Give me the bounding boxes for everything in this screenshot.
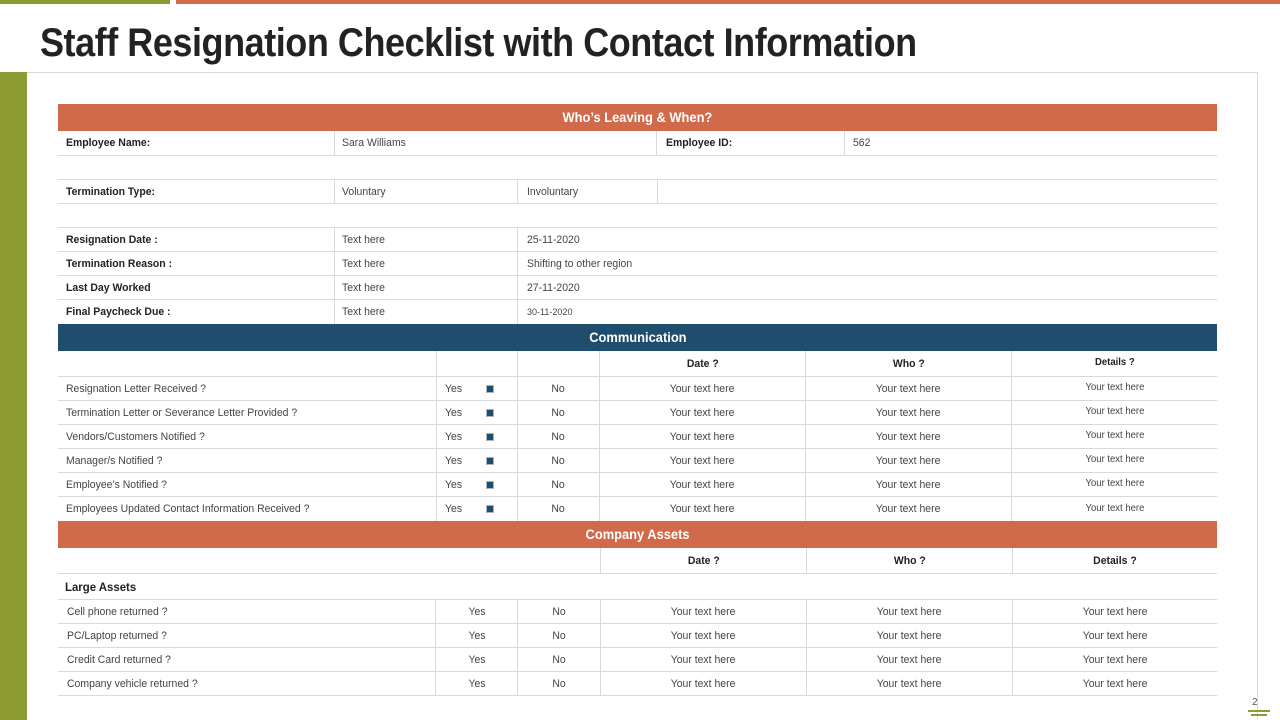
details-cell[interactable]: Your text here [1011, 473, 1217, 496]
details-cell[interactable]: Your text here [1012, 624, 1217, 647]
who-cell[interactable]: Your text here [806, 672, 1012, 695]
date-column-header: Date ? [600, 548, 806, 573]
row-label: Termination Reason : [66, 257, 173, 270]
termination-type-row [58, 180, 1217, 204]
row-value[interactable]: 25-11-2020 [517, 228, 1217, 251]
asset-row [58, 600, 1217, 624]
checklist-item-label: Employee’s Notified ? [66, 478, 167, 491]
termination-type-label: Termination Type: [66, 185, 156, 198]
page-number: 2 [1252, 697, 1258, 708]
no-option[interactable]: No [517, 377, 599, 400]
checkbox-checked-icon[interactable] [486, 409, 494, 417]
asset-row [58, 624, 1217, 648]
termination-type-involuntary[interactable]: Involuntary [517, 180, 657, 203]
checkbox-checked-icon[interactable] [486, 457, 494, 465]
asset-item-label: Cell phone returned ? [67, 605, 168, 618]
yes-option[interactable]: Yes [436, 401, 517, 424]
who-cell[interactable]: Your text here [806, 648, 1012, 671]
details-cell[interactable]: Your text here [1011, 401, 1217, 424]
date-column-header: Date ? [599, 351, 805, 376]
yes-column-header [436, 351, 517, 376]
asset-row [58, 648, 1217, 672]
termination-type-empty [657, 180, 1217, 203]
checklist-item-label: Manager/s Notified ? [66, 454, 163, 467]
leaving-header: Who’s Leaving & When? [58, 104, 1217, 131]
yes-option[interactable]: Yes [435, 648, 517, 671]
date-cell[interactable]: Your text here [600, 648, 806, 671]
date-cell[interactable]: Your text here [600, 600, 806, 623]
row-value[interactable]: Shifting to other region [517, 252, 1217, 275]
who-cell[interactable]: Your text here [805, 497, 1011, 521]
checkbox-checked-icon[interactable] [486, 481, 494, 489]
asset-item-label: PC/Laptop returned ? [67, 629, 167, 642]
assets-column-header [58, 548, 1217, 574]
page-number-underline [1251, 714, 1267, 716]
who-cell[interactable]: Your text here [805, 425, 1011, 448]
asset-item-label: Company vehicle returned ? [67, 677, 198, 690]
details-cell[interactable]: Your text here [1012, 672, 1217, 695]
row-placeholder[interactable]: Text here [334, 252, 517, 275]
no-option[interactable]: No [517, 648, 600, 671]
employee-row [58, 131, 1217, 156]
yes-option[interactable]: Yes [436, 377, 517, 400]
asset-item-label: Credit Card returned ? [67, 653, 171, 666]
no-option[interactable]: No [517, 425, 599, 448]
page-title: Staff Resignation Checklist with Contact Information [40, 21, 917, 65]
resignation-date-row [58, 228, 1217, 252]
row-placeholder[interactable]: Text here [334, 276, 517, 299]
no-column-header [517, 351, 599, 376]
page-number-underline [1248, 710, 1270, 712]
communication-row [58, 425, 1217, 449]
no-option[interactable]: No [517, 473, 599, 496]
yes-option[interactable]: Yes [436, 497, 517, 521]
large-assets-subheader-row [58, 574, 1217, 600]
row-value[interactable]: 30-11-2020 [517, 300, 1217, 324]
no-option[interactable]: No [517, 672, 600, 695]
date-cell[interactable]: Your text here [599, 425, 805, 448]
who-cell[interactable]: Your text here [806, 600, 1012, 623]
details-cell[interactable]: Your text here [1011, 425, 1217, 448]
details-cell[interactable]: Your text here [1011, 497, 1217, 521]
details-cell[interactable]: Your text here [1012, 600, 1217, 623]
large-assets-subheader: Large Assets [65, 579, 137, 594]
termination-reason-row [58, 252, 1217, 276]
communication-header: Communication [58, 324, 1217, 351]
termination-type-voluntary[interactable]: Voluntary [334, 180, 517, 203]
left-accent-bar [0, 72, 27, 720]
yes-option[interactable]: Yes [436, 425, 517, 448]
checkbox-checked-icon[interactable] [486, 385, 494, 393]
asset-row [58, 672, 1217, 696]
no-option[interactable]: No [517, 600, 600, 623]
date-cell[interactable]: Your text here [600, 624, 806, 647]
date-cell[interactable]: Your text here [599, 449, 805, 472]
no-option[interactable]: No [517, 497, 599, 521]
communication-row [58, 473, 1217, 497]
who-column-header: Who ? [805, 351, 1011, 376]
yes-option[interactable]: Yes [436, 449, 517, 472]
details-cell[interactable]: Your text here [1011, 377, 1217, 400]
yes-option[interactable]: Yes [435, 600, 517, 623]
yes-option[interactable]: Yes [435, 624, 517, 647]
details-cell[interactable]: Your text here [1012, 648, 1217, 671]
no-option[interactable]: No [517, 449, 599, 472]
row-label: Resignation Date : [66, 233, 158, 246]
date-cell[interactable]: Your text here [600, 672, 806, 695]
details-column-header: Details ? [1011, 351, 1217, 376]
employee-id-label: Employee ID: [656, 131, 844, 155]
checklist-item-label: Termination Letter or Severance Letter Provided ? [66, 406, 298, 419]
who-cell[interactable]: Your text here [805, 449, 1011, 472]
yes-option[interactable]: Yes [436, 473, 517, 496]
row-value[interactable]: 27-11-2020 [517, 276, 1217, 299]
top-accent-green [0, 0, 170, 4]
communication-row [58, 497, 1217, 521]
checklist-item-label: Vendors/Customers Notified ? [66, 430, 205, 443]
last-day-worked-row [58, 276, 1217, 300]
no-option[interactable]: No [517, 401, 599, 424]
checklist-item-label: Employees Updated Contact Information Received ? [66, 503, 310, 515]
communication-row [58, 449, 1217, 473]
details-column-header: Details ? [1012, 548, 1217, 573]
date-cell[interactable]: Your text here [599, 473, 805, 496]
communication-row [58, 401, 1217, 425]
checklist-item-label: Resignation Letter Received ? [66, 382, 207, 395]
date-cell[interactable]: Your text here [599, 497, 805, 521]
no-option[interactable]: No [517, 624, 600, 647]
who-column-header: Who ? [806, 548, 1012, 573]
who-cell[interactable]: Your text here [805, 401, 1011, 424]
row-label: Final Paycheck Due : [66, 306, 171, 318]
communication-row [58, 377, 1217, 401]
spacer-row [58, 156, 1217, 180]
who-cell[interactable]: Your text here [806, 624, 1012, 647]
date-cell[interactable]: Your text here [599, 377, 805, 400]
employee-id-value[interactable]: 562 [844, 131, 1217, 155]
communication-column-header [58, 351, 1217, 377]
details-cell[interactable]: Your text here [1011, 449, 1217, 472]
assets-header: Company Assets [58, 521, 1217, 548]
employee-name-value[interactable]: Sara Williams [334, 131, 656, 155]
who-cell[interactable]: Your text here [805, 377, 1011, 400]
final-paycheck-row [58, 300, 1217, 324]
checkbox-checked-icon[interactable] [486, 505, 494, 513]
top-accent-orange [176, 0, 1280, 4]
employee-name-label: Employee Name: [66, 137, 151, 149]
who-cell[interactable]: Your text here [805, 473, 1011, 496]
row-label: Last Day Worked [66, 281, 151, 294]
yes-option[interactable]: Yes [435, 672, 517, 695]
row-placeholder[interactable]: Text here [334, 300, 517, 324]
row-placeholder[interactable]: Text here [334, 228, 517, 251]
date-cell[interactable]: Your text here [599, 401, 805, 424]
checkbox-checked-icon[interactable] [486, 433, 494, 441]
spacer-row [58, 204, 1217, 228]
